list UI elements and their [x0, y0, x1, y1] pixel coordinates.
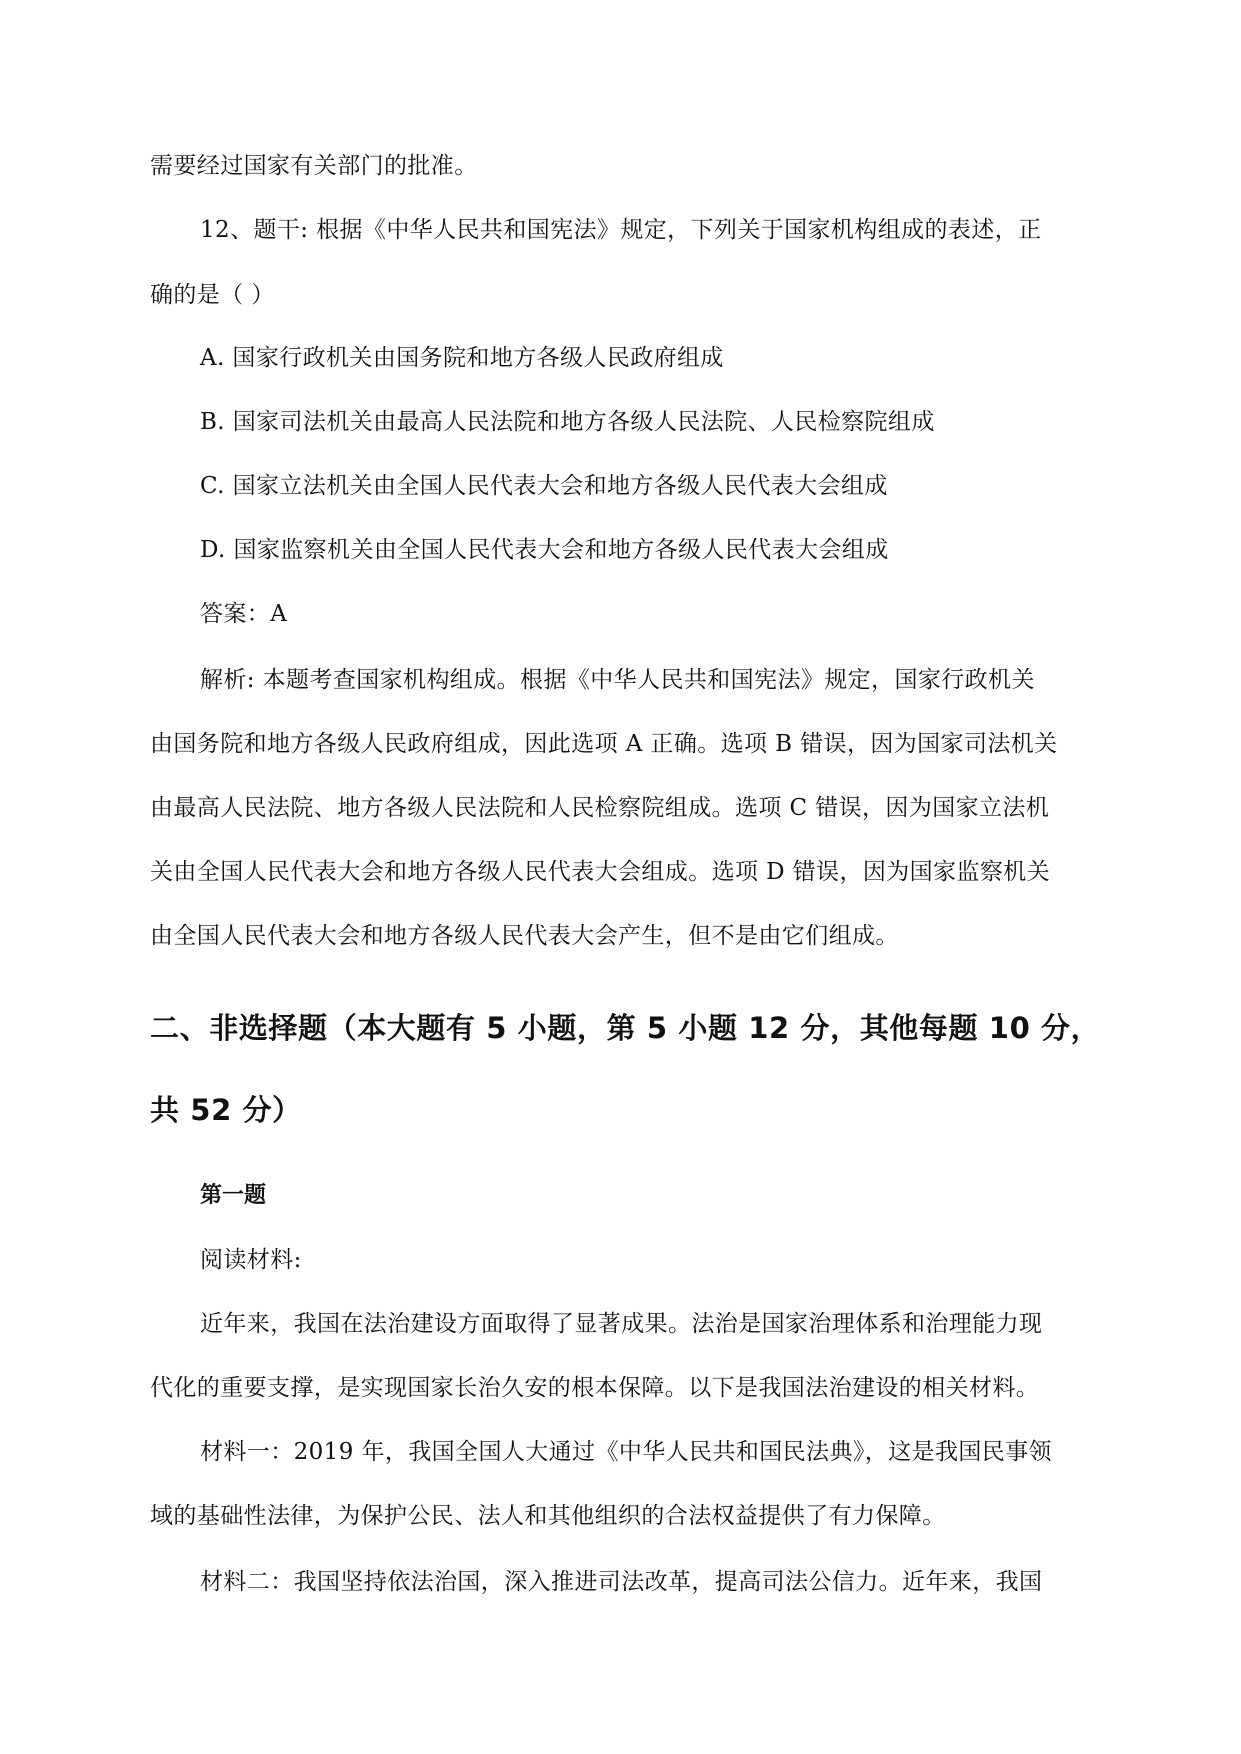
material-one-line: 材料一：2019 年，我国全国人大通过《中华人民共和国民法典》，这是我国民事领: [200, 1439, 1052, 1465]
analysis-line: 关由全国人民代表大会和地方各级人民代表大会组成。选项 D 错误，因为国家监察机关: [150, 859, 1051, 885]
question-12-stem: 12、题干: 根据《中华人民共和国宪法》规定，下列关于国家机构组成的表述，正: [200, 217, 1042, 243]
analysis-line: 由国务院和地方各级人民政府组成，因此选项 A 正确。选项 B 错误，因为国家司法机关: [150, 731, 1058, 757]
analysis-line: 由全国人民代表大会和地方各级人民代表大会产生，但不是由它们组成。: [150, 923, 899, 949]
analysis-line: 由最高人民法院、地方各级人民法院和人民检察院组成。选项 C 错误，因为国家立法机: [150, 795, 1050, 821]
option-a: A. 国家行政机关由国务院和地方各级人民政府组成: [200, 345, 724, 371]
material-one-line: 域的基础性法律，为保护公民、法人和其他组织的合法权益提供了有力保障。: [150, 1503, 946, 1529]
read-material-label: 阅读材料:: [200, 1247, 302, 1273]
material-two-line: 材料二：我国坚持依法治国，深入推进司法改革，提高司法公信力。近年来，我国: [200, 1569, 1043, 1595]
intro-paragraph-line: 近年来，我国在法治建设方面取得了显著成果。法治是国家治理体系和治理能力现: [200, 1311, 1043, 1337]
section-heading: 二、非选择题（本大题有 5 小题，第 5 小题 12 分，其他每题 10 分，: [150, 1011, 1101, 1045]
answer-text: 答案：A: [200, 601, 288, 627]
continuation-text: 需要经过国家有关部门的批准。: [150, 153, 478, 179]
analysis-line: 解析: 本题考查国家机构组成。根据《中华人民共和国宪法》规定，国家行政机关: [200, 667, 1035, 693]
question-12-stem-continued: 确的是（ ）: [150, 282, 275, 308]
section-heading-continued: 共 52 分）: [150, 1093, 302, 1127]
question-title: 第一题: [200, 1183, 267, 1208]
intro-paragraph-line: 代化的重要支撑，是实现国家长治久安的根本保障。以下是我国法治建设的相关材料。: [150, 1375, 1040, 1401]
option-b: B. 国家司法机关由最高人民法院和地方各级人民法院、人民检察院组成: [200, 409, 935, 435]
option-c: C. 国家立法机关由全国人民代表大会和地方各级人民代表大会组成: [200, 473, 888, 499]
option-d: D. 国家监察机关由全国人民代表大会和地方各级人民代表大会组成: [200, 537, 889, 563]
